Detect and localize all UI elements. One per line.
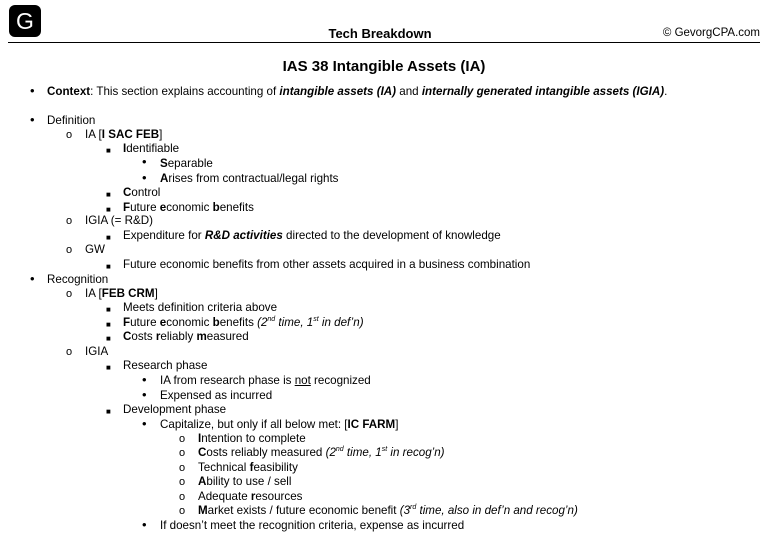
note-text: time, 1: [343, 446, 382, 459]
bullet-square-icon: ■: [106, 407, 111, 416]
bullet-dot-icon: •: [142, 154, 147, 169]
arises-item: [160, 172, 338, 186]
initial-letter: C: [123, 330, 132, 343]
bullet-dot-icon: •: [142, 517, 147, 532]
bullet-dot-icon: •: [30, 112, 35, 127]
bullet-dot-icon: •: [142, 170, 147, 185]
item-text: dentifiable: [126, 142, 180, 155]
note-text: time, 1: [275, 316, 314, 329]
note-text: time, also in def’n and recog’n): [416, 504, 578, 517]
initial-letter: b: [212, 316, 220, 329]
identifiable-item: [123, 142, 179, 156]
bullet-circle-icon: o: [179, 462, 186, 474]
item-text: recognized: [310, 374, 371, 387]
bullet-circle-icon: o: [66, 288, 73, 300]
initial-letter: M: [198, 504, 208, 517]
bullet-circle-icon: o: [66, 346, 73, 358]
note-sup: st: [381, 446, 388, 453]
bullet-circle-icon: o: [66, 129, 73, 141]
item-text: osts reliably measured: [206, 446, 326, 459]
research-expensed-item: Expensed as incurred: [160, 389, 273, 402]
bullet-square-icon: ■: [106, 262, 111, 271]
item-text: directed to the development of knowledge: [282, 229, 501, 242]
context-label: Context: [47, 85, 91, 98]
future-economic-benefits-item: [123, 201, 254, 215]
recognition-feb-item: [123, 316, 364, 330]
item-text: IA from research phase is: [160, 374, 295, 387]
header-copyright: © GevorgCPA.com: [662, 27, 760, 39]
criterion-resources: [198, 490, 302, 504]
bullet-dot-icon: •: [142, 372, 147, 387]
bullet-circle-icon: o: [179, 433, 186, 445]
recognition-igia-label: IGIA: [85, 345, 109, 358]
bullet-square-icon: ■: [106, 233, 111, 242]
recognition-heading: Recognition: [47, 273, 109, 286]
item-text: rises from contractual/legal rights: [168, 172, 339, 185]
bullet-circle-icon: o: [179, 491, 186, 503]
note-text: in def’n): [318, 316, 364, 329]
criterion-market: [198, 504, 578, 518]
bracket: ]: [395, 418, 399, 431]
item-text: Capitalize, but only if all below met: [: [160, 418, 348, 431]
initial-letter: C: [198, 446, 207, 459]
recognition-ia-line: [85, 287, 158, 301]
recognition-ia-mnemonic: FEB CRM: [101, 287, 155, 300]
bullet-dot-icon: •: [30, 83, 35, 98]
control-item: [123, 186, 160, 200]
definition-ia-mnemonic: I SAC FEB: [101, 128, 160, 141]
note-sup: rd: [410, 504, 417, 511]
initial-letter: S: [160, 157, 168, 170]
item-text: osts: [131, 330, 156, 343]
bullet-circle-icon: o: [66, 215, 73, 227]
gevorgcpa-logo: [9, 5, 41, 37]
logo-letter: G: [16, 8, 34, 34]
definition-gw-label: GW: [85, 243, 105, 256]
definition-heading: Definition: [47, 114, 96, 127]
item-text: arket exists / future economic benefit: [207, 504, 400, 517]
item-text: eliably: [160, 330, 197, 343]
item-text: conomic: [166, 316, 213, 329]
bullet-square-icon: ■: [106, 190, 111, 199]
item-text: enefits: [219, 316, 258, 329]
context-term-ia: intangible assets (IA): [279, 85, 397, 98]
recognition-ia-label: IA [: [85, 287, 102, 300]
item-text: easibility: [253, 461, 298, 474]
note-sup: nd: [335, 446, 344, 453]
bullet-circle-icon: o: [66, 244, 73, 256]
item-text: uture: [130, 316, 160, 329]
bullet-circle-icon: o: [179, 476, 186, 488]
definition-ia-label: IA [: [85, 128, 102, 141]
initial-letter: F: [123, 316, 131, 329]
bullet-square-icon: ■: [106, 320, 111, 329]
initial-letter: I: [123, 142, 127, 155]
bullet-dot-icon: •: [142, 416, 147, 431]
item-text: esources: [255, 490, 303, 503]
bullet-dot-icon: •: [30, 271, 35, 286]
item-text: Technical: [198, 461, 250, 474]
gw-item: Future economic benefits from other assets acquired in a business combination: [123, 258, 531, 271]
item-text: Adequate: [198, 490, 251, 503]
criterion-intention: [198, 432, 306, 446]
bracket: ]: [159, 128, 163, 141]
item-text: enefits: [219, 201, 254, 214]
definition-ia-line: [85, 128, 162, 142]
bullet-square-icon: ■: [106, 146, 111, 155]
feb-note: [257, 316, 363, 329]
separable-item: [160, 157, 213, 171]
note-text: (2: [257, 316, 268, 329]
item-text: Expenditure for: [123, 229, 205, 242]
market-note: [400, 504, 578, 517]
context-term-igia: internally generated intangible assets (IGIA): [421, 85, 665, 98]
note-sup: st: [313, 316, 319, 323]
note-text: (2: [325, 446, 336, 459]
criterion-technical-feasibility: [198, 461, 298, 475]
item-text: eparable: [167, 157, 213, 170]
initial-letter: C: [123, 186, 132, 199]
criterion-ability: [198, 475, 291, 489]
development-phase-item: Development phase: [123, 403, 227, 416]
context-line: [47, 85, 667, 99]
note-text: in recog’n): [387, 446, 445, 459]
criterion-costs: [198, 446, 445, 460]
bullet-square-icon: ■: [106, 363, 111, 372]
context-text: : This section explains accounting of: [90, 85, 280, 98]
bracket: ]: [154, 287, 158, 300]
costs-reliably-measured-item: [123, 330, 249, 344]
initial-letter: f: [249, 461, 254, 474]
research-not-recognized-item: [160, 374, 371, 388]
bullet-square-icon: ■: [106, 334, 111, 343]
initial-letter: A: [198, 475, 207, 488]
note-sup: nd: [267, 316, 276, 323]
costs-note: [326, 446, 445, 459]
item-text: ontrol: [131, 186, 161, 199]
header-title: Tech Breakdown: [328, 26, 432, 41]
initial-letter: r: [250, 490, 256, 503]
note-text: (3: [399, 504, 411, 517]
initial-letter: m: [196, 330, 207, 343]
item-text: ntention to complete: [201, 432, 306, 445]
capitalize-item: [160, 418, 398, 432]
initial-letter: e: [159, 201, 167, 214]
initial-letter: I: [198, 432, 202, 445]
item-text: easured: [206, 330, 249, 343]
initial-letter: b: [212, 201, 220, 214]
rd-activities-term: R&D activities: [204, 229, 283, 242]
header-divider: [8, 42, 760, 43]
initial-letter: F: [123, 201, 131, 214]
research-phase-item: Research phase: [123, 359, 208, 372]
bullet-circle-icon: o: [179, 447, 186, 459]
context-text: and: [396, 85, 422, 98]
item-text: uture: [130, 201, 160, 214]
igia-expenditure-item: [123, 229, 501, 243]
item-text: bility to use / sell: [206, 475, 292, 488]
document-title: IAS 38 Intangible Assets (IA): [282, 58, 486, 75]
bullet-dot-icon: •: [142, 387, 147, 402]
ic-farm-mnemonic: IC FARM: [347, 418, 396, 431]
initial-letter: A: [160, 172, 169, 185]
definition-igia-label: IGIA (= R&D): [85, 214, 153, 227]
context-text: .: [664, 85, 668, 98]
underlined-not: not: [294, 374, 311, 387]
initial-letter: e: [159, 316, 167, 329]
initial-letter: r: [155, 330, 161, 343]
meets-definition-item: Meets definition criteria above: [123, 301, 278, 314]
item-text: conomic: [166, 201, 213, 214]
fallback-expense-item: If doesn’t meet the recognition criteria, expense as incurred: [160, 519, 465, 532]
bullet-square-icon: ■: [106, 305, 111, 314]
bullet-circle-icon: o: [179, 505, 186, 517]
bullet-square-icon: ■: [106, 205, 111, 214]
